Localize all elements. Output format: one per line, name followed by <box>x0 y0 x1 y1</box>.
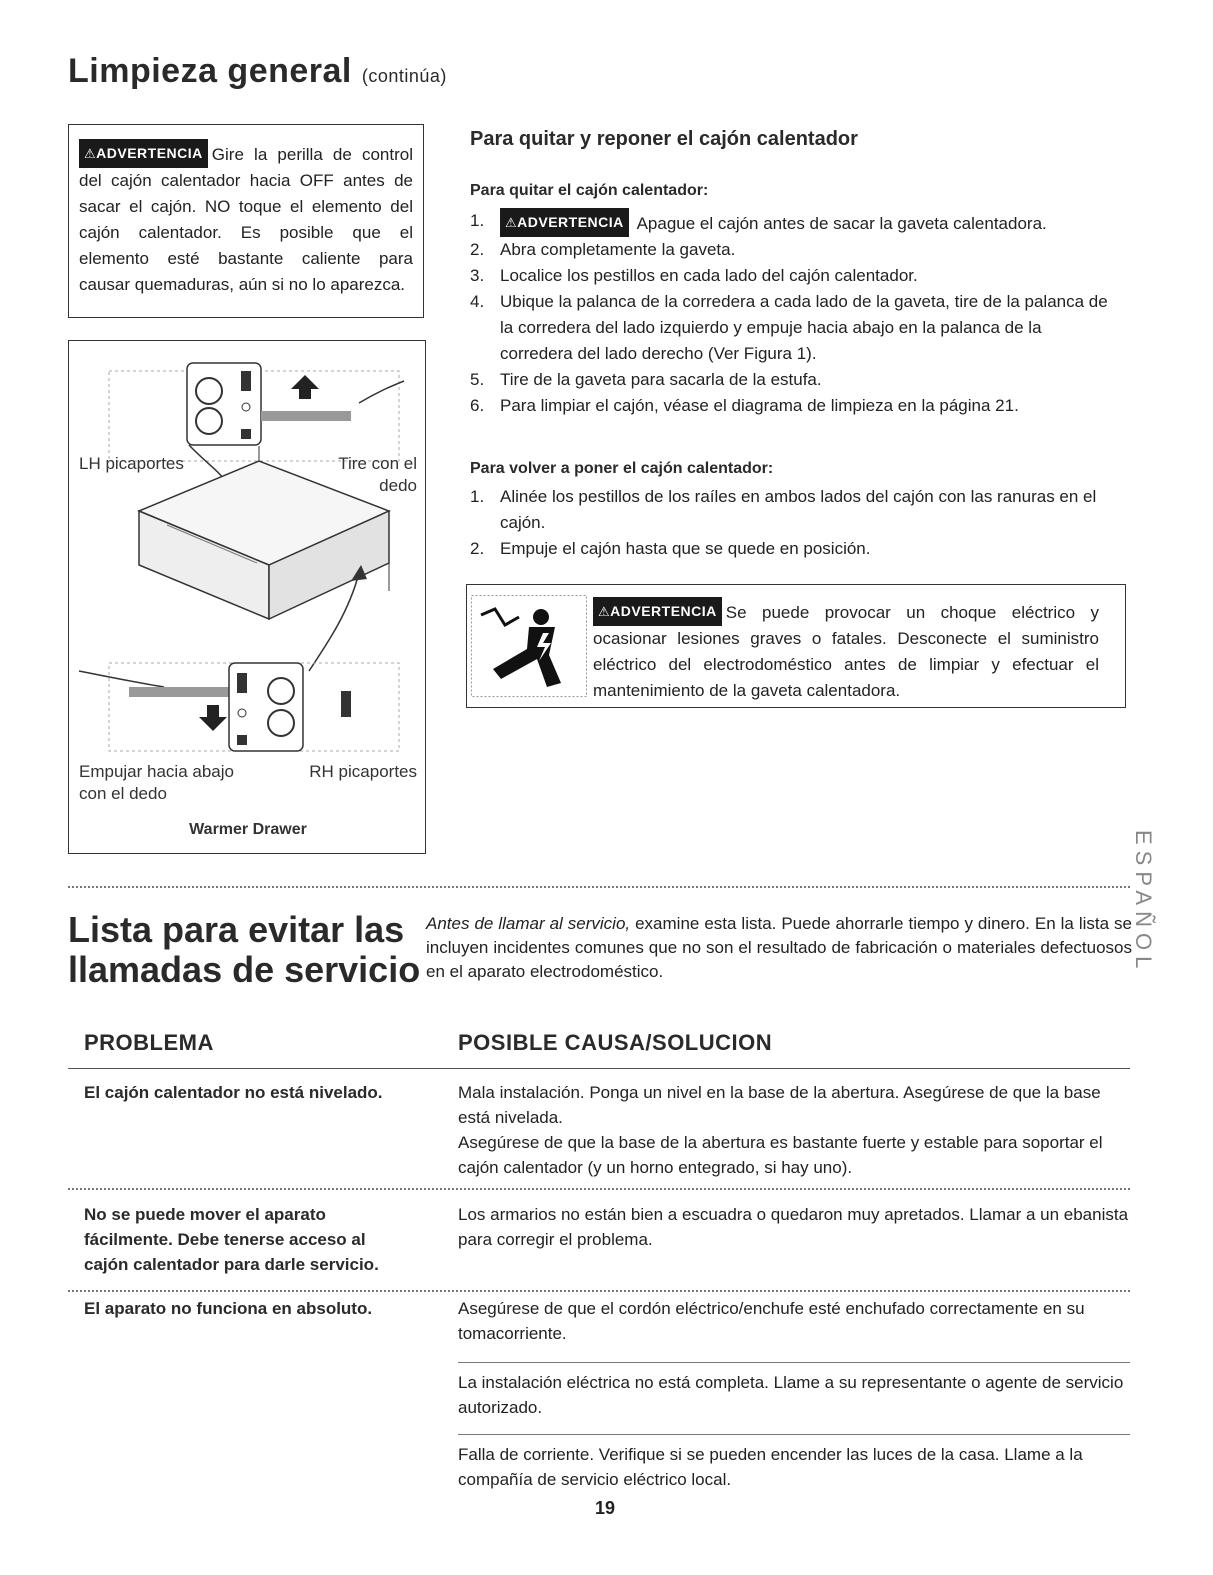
warning-triangle-icon: ⚠ <box>505 215 518 230</box>
step-text: Abra completamente la gaveta. <box>500 240 736 259</box>
arrow-down-icon <box>199 705 227 731</box>
warning-text: Gire la perilla de control del cajón calentador hacia OFF antes de sacar el cajón. NO toque el elemento del cajón calentador. Es posible que el elemento esté bastante caliente para causar quemaduras, aún si no lo aparezca. <box>79 145 413 294</box>
finger-outline <box>359 381 404 403</box>
step-text: Para limpiar el cajón, véase el diagrama de limpieza en la página 21. <box>500 396 1019 415</box>
solution-text: La instalación eléctrica no está completa. Llame a su representante o agente de servicio autorizado. <box>458 1373 1124 1417</box>
warning-shock-text <box>593 597 1099 704</box>
step-number: 4. <box>470 292 485 311</box>
step-text: Localice los pestillos en cada lado del cajón calentador. <box>500 266 918 285</box>
list-item <box>470 289 1110 367</box>
step-text: Empuje el cajón hasta que se quede en posición. <box>500 539 871 558</box>
label-push-finger: Empujar hacia abajo con el dedo <box>79 762 234 803</box>
solution-text: Asegúrese de que el cordón eléctrico/enchufe esté enchufado correctamente en su tomacorriente. <box>458 1299 1085 1343</box>
latch-tab <box>237 673 247 693</box>
electric-shock-icon <box>471 595 587 697</box>
step-number: 1. <box>470 211 485 230</box>
latch-tab <box>241 371 251 391</box>
arrow-up-icon <box>291 375 319 399</box>
warning-text: Se puede provocar un choque eléctrico y ocasionar lesiones graves o fatales. Desconecte el suministro eléctrico del electrodoméstico antes de limpiar y efectuar el mantenimiento de la gaveta calentadora. <box>593 603 1099 700</box>
warning-triangle-icon: ⚠ <box>84 146 97 161</box>
section-heading-drawer: Para quitar y reponer el cajón calentador <box>470 128 858 150</box>
page-number: 19 <box>594 1498 616 1518</box>
replace-steps-list <box>470 484 1110 562</box>
step-number: 2. <box>470 539 485 558</box>
warning-badge-label: ADVERTENCIA <box>517 214 624 230</box>
checklist-title <box>68 910 420 990</box>
step-text: Apague el cajón antes de sacar la gaveta calentadora. <box>636 214 1047 233</box>
replace-heading: Para volver a poner el cajón calentador: <box>470 460 774 477</box>
list-item <box>470 367 1110 393</box>
page-title-suffix: (continúa) <box>361 66 447 86</box>
checklist-title-line: Lista para evitar las <box>68 909 405 950</box>
checklist-intro-text: examine esta lista. Puede ahorrarle tiempo y dinero. En la lista se incluyen incidentes comunes que no son el resultado de fabricación o materiales defectuosos en el aparato electrodoméstico. <box>426 914 1132 981</box>
table-row-divider <box>68 1188 1130 1190</box>
problem-text: El aparato no funciona en absoluto. <box>84 1299 373 1318</box>
remove-heading: Para quitar el cajón calentador: <box>470 182 709 199</box>
warning-badge-label: ADVERTENCIA <box>96 145 203 161</box>
remove-steps-list <box>470 208 1110 419</box>
page-title <box>68 52 447 91</box>
list-item <box>470 237 1110 263</box>
figure-caption: Warmer Drawer <box>189 821 307 838</box>
language-side-tab: ESPAÑOL <box>1131 830 1156 975</box>
list-item <box>470 536 1110 562</box>
finger-outline <box>79 671 164 687</box>
solution-text: Falla de corriente. Verifique si se pueden encender las luces de la casa. Llame a la compañía de servicio eléctrico local. <box>458 1445 1083 1489</box>
warmer-drawer-figure <box>68 340 426 854</box>
column-header-solution: POSIBLE CAUSA/SOLUCION <box>458 1030 773 1055</box>
solution-text: Mala instalación. Ponga un nivel en la base de la abertura. Asegúrese de que la base está nivelada. <box>458 1083 1101 1127</box>
step-number: 6. <box>470 396 485 415</box>
slide-lever <box>129 687 229 697</box>
table-header-rule <box>68 1068 1130 1069</box>
column-header-problem: PROBLEMA <box>84 1030 214 1055</box>
label-rh-latches: RH picaportes <box>309 762 417 781</box>
warning-box-shock <box>466 584 1126 708</box>
warning-triangle-icon: ⚠ <box>598 604 611 619</box>
checklist-intro-italic: Antes de llamar al servicio, <box>426 914 631 933</box>
checklist-intro <box>426 912 1132 984</box>
problem-text: No se puede mover el aparato fácilmente. Debe tenerse acceso al cajón calentador para darle servicio. <box>84 1205 379 1274</box>
step-text: Ubique la palanca de la corredera a cada lado de la gaveta, tire de la palanca de la corredera del lado izquierdo y empuje hacia abajo en la palanca de la corredera del lado derecho (Ver Figura 1). <box>500 292 1108 363</box>
table-row-divider <box>68 1290 1130 1292</box>
step-number: 5. <box>470 370 485 389</box>
checklist-title-line: llamadas de servicio <box>68 949 421 990</box>
solution-text: Los armarios no están bien a escuadra o quedaron muy apretados. Llamar a un ebanista para corregir el problema. <box>458 1205 1129 1249</box>
warning-badge <box>593 597 722 626</box>
step-number: 3. <box>470 266 485 285</box>
solution-text: Asegúrese de que la base de la abertura es bastante fuerte y estable para soportar el cajón calentador (y un horno entegrado, si hay uno). <box>458 1133 1103 1177</box>
list-item <box>470 484 1110 536</box>
solution-divider <box>458 1362 1130 1363</box>
warning-badge <box>500 208 629 237</box>
warning-badge-label: ADVERTENCIA <box>610 603 717 619</box>
list-item <box>470 208 1110 237</box>
latch-tab <box>241 429 251 439</box>
list-item <box>470 393 1110 419</box>
page-title-text: Limpieza general <box>68 52 352 90</box>
list-item <box>470 263 1110 289</box>
slide-lever <box>261 411 351 421</box>
step-number: 2. <box>470 240 485 259</box>
step-number: 1. <box>470 487 485 506</box>
section-divider <box>68 886 1130 888</box>
warning-badge <box>79 139 208 168</box>
step-text: Alinée los pestillos de los raíles en ambos lados del cajón con las ranuras en el cajón. <box>500 487 1097 532</box>
warning-box-heat <box>68 124 424 318</box>
latch-tab <box>341 691 351 717</box>
label-lh-latches: LH picaportes <box>79 454 184 473</box>
label-pull-finger: Tire con el dedo <box>338 454 417 495</box>
step-text: Tire de la gaveta para sacarla de la estufa. <box>500 370 822 389</box>
solution-divider <box>458 1434 1130 1435</box>
problem-text: El cajón calentador no está nivelado. <box>84 1083 383 1102</box>
latch-tab <box>237 735 247 745</box>
